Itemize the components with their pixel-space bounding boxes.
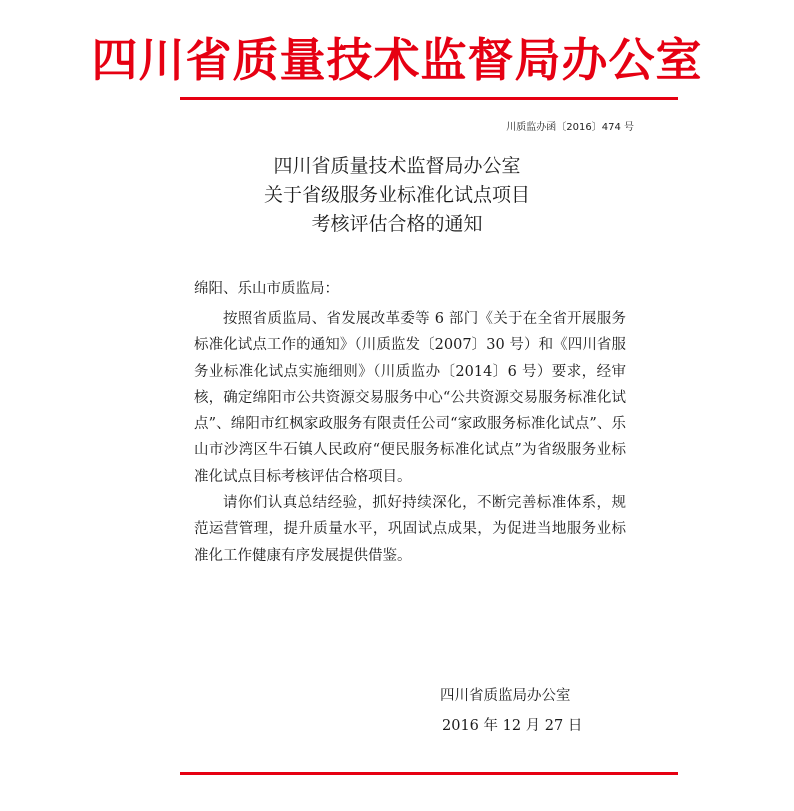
notice-title-line-1: 四川省质量技术监督局办公室 (273, 155, 521, 177)
notice-title-line-2: 关于省级服务业标准化试点项目 (263, 184, 530, 206)
signature-block (440, 681, 640, 741)
notice-title (0, 152, 794, 239)
body-paragraph-2: 请你们认真总结经验，抓好持续深化，不断完善标准体系，规范运营管理，提升质量水平，巩固试点成果，为促进当地服务业标准化工作健康有序发展提供借鉴。 (194, 495, 626, 564)
letterhead-red-rule (180, 97, 678, 100)
signature-org: 四川省质监局办公室 (440, 688, 571, 704)
notice-title-line-3: 考核评估合格的通知 (311, 213, 483, 235)
signature-date: 2016 年 12 月 27 日 (442, 718, 583, 734)
document-number: 川质监办函〔2016〕474 号 (506, 122, 634, 133)
body-paragraph-1: 按照省质监局、省发展改革委等 6 部门《关于在全省开展服务标准化试点工作的通知》（川质监发〔2007〕30 号）和《四川省服务业标准化试点实施细则》（川质监办〔2014〕6 号）要求，经审核，确定绵阳市公共资源交易服务中心“公共资源交易服务标准化试点”、绵阳市红枫家政服务有限责任公司“家政服务标准化试点”、乐山市沙湾区牛石镇人民政府“便民服务标准化试点”为省级服务业标准化试点目标考核评估合格项目。 (194, 311, 626, 485)
footer-red-rule (180, 772, 678, 775)
notice-body (194, 306, 626, 569)
letterhead-title: 四川省质量技术监督局办公室 (91, 33, 703, 87)
addressee: 绵阳、乐山市质监局： (194, 281, 339, 297)
